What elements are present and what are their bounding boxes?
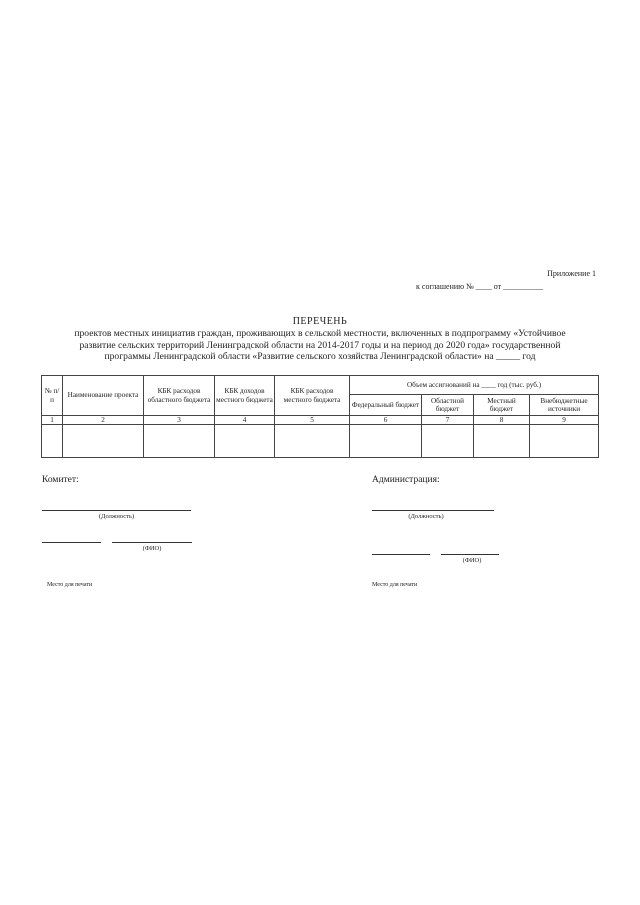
column-number: 6	[350, 416, 422, 425]
administration-fio-caption: (ФИО)	[462, 557, 482, 564]
committee-position-caption: (Должность)	[98, 513, 135, 520]
table-cell	[215, 425, 275, 458]
document-title: ПЕРЕЧЕНЬ	[292, 316, 348, 327]
administration-position-caption: (Должность)	[408, 513, 444, 520]
table-cell	[422, 425, 474, 458]
header-allocation-volume: Объем ассигнований на ____ год (тыс. руб.)	[350, 376, 599, 395]
committee-position-line	[42, 510, 191, 511]
table-cell	[275, 425, 350, 458]
administration-fio-line	[441, 554, 499, 555]
header-regional-budget: Областной бюджет	[422, 395, 474, 416]
column-number: 4	[215, 416, 275, 425]
committee-fio-line	[112, 542, 192, 543]
committee-stamp-place: Место для печати	[47, 582, 93, 588]
header-local-budget: Местный бюджет	[474, 395, 530, 416]
table-cell	[350, 425, 422, 458]
committee-fio-caption: (ФИО)	[142, 545, 162, 552]
column-number: 7	[422, 416, 474, 425]
document-subtitle	[40, 328, 600, 363]
administration-signature-line	[372, 554, 430, 555]
administration-position-line	[372, 510, 494, 511]
subtitle-line: программы Ленинградской области «Развитие сельского хозяйства Ленинградской области» на _____ год	[104, 351, 536, 362]
agreement-reference: к соглашению № ____ от __________	[416, 282, 544, 291]
table-cell	[144, 425, 215, 458]
appendix-label: Приложение 1	[547, 269, 596, 278]
column-number: 8	[474, 416, 530, 425]
projects-table	[41, 375, 599, 458]
column-number: 3	[144, 416, 215, 425]
table-cell	[530, 425, 599, 458]
column-number: 5	[275, 416, 350, 425]
header-kbk-local-expenses: КБК расходов местного бюджета	[275, 376, 350, 416]
header-kbk-local-income: КБК доходов местного бюджета	[215, 376, 275, 416]
header-project-name: Наименование проекта	[63, 376, 144, 416]
header-federal-budget: Федеральный бюджет	[350, 395, 422, 416]
table-row	[42, 425, 599, 458]
administration-stamp-place: Место для печати	[372, 582, 418, 588]
column-number: 1	[42, 416, 63, 425]
header-num: № п/п	[42, 376, 63, 416]
header-kbk-regional-expenses: КБК расходов областного бюджета	[144, 376, 215, 416]
table-cell	[42, 425, 63, 458]
subtitle-line: развитие сельских территорий Ленинградской области на 2014-2017 годы и на период до 2020 года» государственной	[79, 339, 561, 351]
administration-label: Администрация:	[372, 475, 440, 485]
header-off-budget-sources: Внебюджетные источники	[530, 395, 599, 416]
table-cell	[63, 425, 144, 458]
committee-label: Комитет:	[42, 475, 79, 485]
column-number: 2	[63, 416, 144, 425]
column-number: 9	[530, 416, 599, 425]
committee-signature-line	[42, 542, 101, 543]
table-cell	[474, 425, 530, 458]
subtitle-line: проектов местных инициатив граждан, проживающих в сельской местности, включенных в подпрограмму «Устойчивое	[74, 328, 566, 339]
